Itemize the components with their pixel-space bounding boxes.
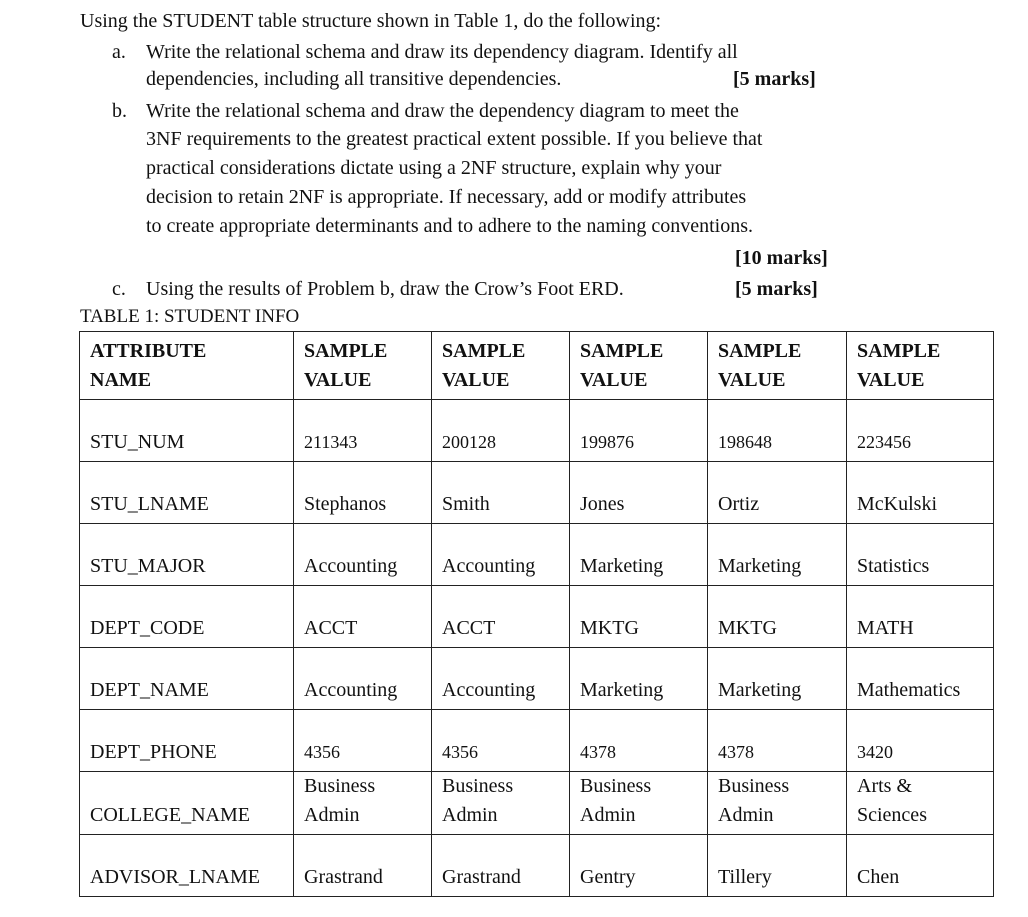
cell-value: Grastrand: [432, 835, 570, 897]
table-row-dept-code: [80, 586, 994, 648]
cell-value: Jones: [570, 462, 708, 524]
table-header-row: [80, 332, 994, 400]
table-row-dept-phone: [80, 710, 994, 772]
part-b-line-2: 3NF requirements to the greatest practical extent possible. If you believe that: [146, 128, 763, 150]
table-row-stu-major: [80, 524, 994, 586]
header-sample-value: SAMPLE VALUE: [847, 332, 994, 400]
cell-value: Business Admin: [708, 772, 847, 835]
header-sample-value: SAMPLE VALUE: [432, 332, 570, 400]
cell-value: 4356: [432, 710, 570, 772]
cell-value: Mathematics: [847, 648, 994, 710]
row-attribute: STU_MAJOR: [80, 524, 294, 586]
cell-value: Arts & Sciences: [847, 772, 994, 835]
cell-value: 198648: [708, 400, 847, 462]
cell-value: Business Admin: [432, 772, 570, 835]
cell-value: 4378: [708, 710, 847, 772]
cell-value: MATH: [847, 586, 994, 648]
table-row-stu-num: [80, 400, 994, 462]
part-a-line-2: dependencies, including all transitive dependencies.: [146, 68, 562, 90]
part-b-line-1: Write the relational schema and draw the dependency diagram to meet the: [146, 100, 739, 122]
cell-value: 4378: [570, 710, 708, 772]
cell-value: Marketing: [708, 524, 847, 586]
table-row-stu-lname: [80, 462, 994, 524]
cell-value: MKTG: [570, 586, 708, 648]
row-attribute: DEPT_CODE: [80, 586, 294, 648]
header-sample-value: SAMPLE VALUE: [708, 332, 847, 400]
part-a-marks: [5 marks]: [733, 68, 816, 90]
part-a-line-1: Write the relational schema and draw its dependency diagram. Identify all: [146, 41, 738, 63]
cell-value: Tillery: [708, 835, 847, 897]
row-attribute: STU_LNAME: [80, 462, 294, 524]
cell-value: Business Admin: [294, 772, 432, 835]
row-attribute: COLLEGE_NAME: [80, 772, 294, 835]
table-caption: TABLE 1: STUDENT INFO: [80, 306, 300, 327]
cell-value: Smith: [432, 462, 570, 524]
cell-value: 223456: [847, 400, 994, 462]
cell-value: ACCT: [294, 586, 432, 648]
cell-value: Accounting: [294, 524, 432, 586]
cell-value: Stephanos: [294, 462, 432, 524]
part-b-line-3: practical considerations dictate using a 2NF structure, explain why your: [146, 157, 722, 179]
row-attribute: ADVISOR_LNAME: [80, 835, 294, 897]
cell-value: 4356: [294, 710, 432, 772]
row-attribute: DEPT_NAME: [80, 648, 294, 710]
part-b-marks: [10 marks]: [735, 247, 828, 269]
cell-value: Chen: [847, 835, 994, 897]
cell-value: Statistics: [847, 524, 994, 586]
part-c-letter: c.: [112, 278, 126, 300]
cell-value: 211343: [294, 400, 432, 462]
cell-value: Marketing: [570, 648, 708, 710]
part-b-line-5: to create appropriate determinants and to adhere to the naming conventions.: [146, 215, 754, 237]
table-row-college-name: [80, 772, 994, 835]
cell-value: Grastrand: [294, 835, 432, 897]
header-sample-value: SAMPLE VALUE: [294, 332, 432, 400]
intro-text: Using the STUDENT table structure shown in Table 1, do the following:: [80, 10, 662, 32]
cell-value: Accounting: [432, 648, 570, 710]
cell-value: MKTG: [708, 586, 847, 648]
part-b-line-4: decision to retain 2NF is appropriate. If necessary, add or modify attributes: [146, 186, 747, 208]
cell-value: Ortiz: [708, 462, 847, 524]
cell-value: ACCT: [432, 586, 570, 648]
cell-value: Accounting: [432, 524, 570, 586]
table-row-dept-name: [80, 648, 994, 710]
part-c-line-1: Using the results of Problem b, draw the Crow’s Foot ERD.: [146, 278, 624, 300]
cell-value: Marketing: [570, 524, 708, 586]
cell-value: Business Admin: [570, 772, 708, 835]
header-sample-value: SAMPLE VALUE: [570, 332, 708, 400]
cell-value: Marketing: [708, 648, 847, 710]
part-c-marks: [5 marks]: [735, 278, 818, 300]
header-attribute-name: ATTRIBUTE NAME: [80, 332, 294, 400]
row-attribute: STU_NUM: [80, 400, 294, 462]
row-attribute: DEPT_PHONE: [80, 710, 294, 772]
part-a-letter: a.: [112, 41, 126, 63]
cell-value: Gentry: [570, 835, 708, 897]
cell-value: McKulski: [847, 462, 994, 524]
part-b-letter: b.: [112, 100, 127, 122]
cell-value: 3420: [847, 710, 994, 772]
cell-value: Accounting: [294, 648, 432, 710]
cell-value: 199876: [570, 400, 708, 462]
cell-value: 200128: [432, 400, 570, 462]
table-row-advisor-lname: [80, 835, 994, 897]
student-info-table: [79, 331, 994, 897]
